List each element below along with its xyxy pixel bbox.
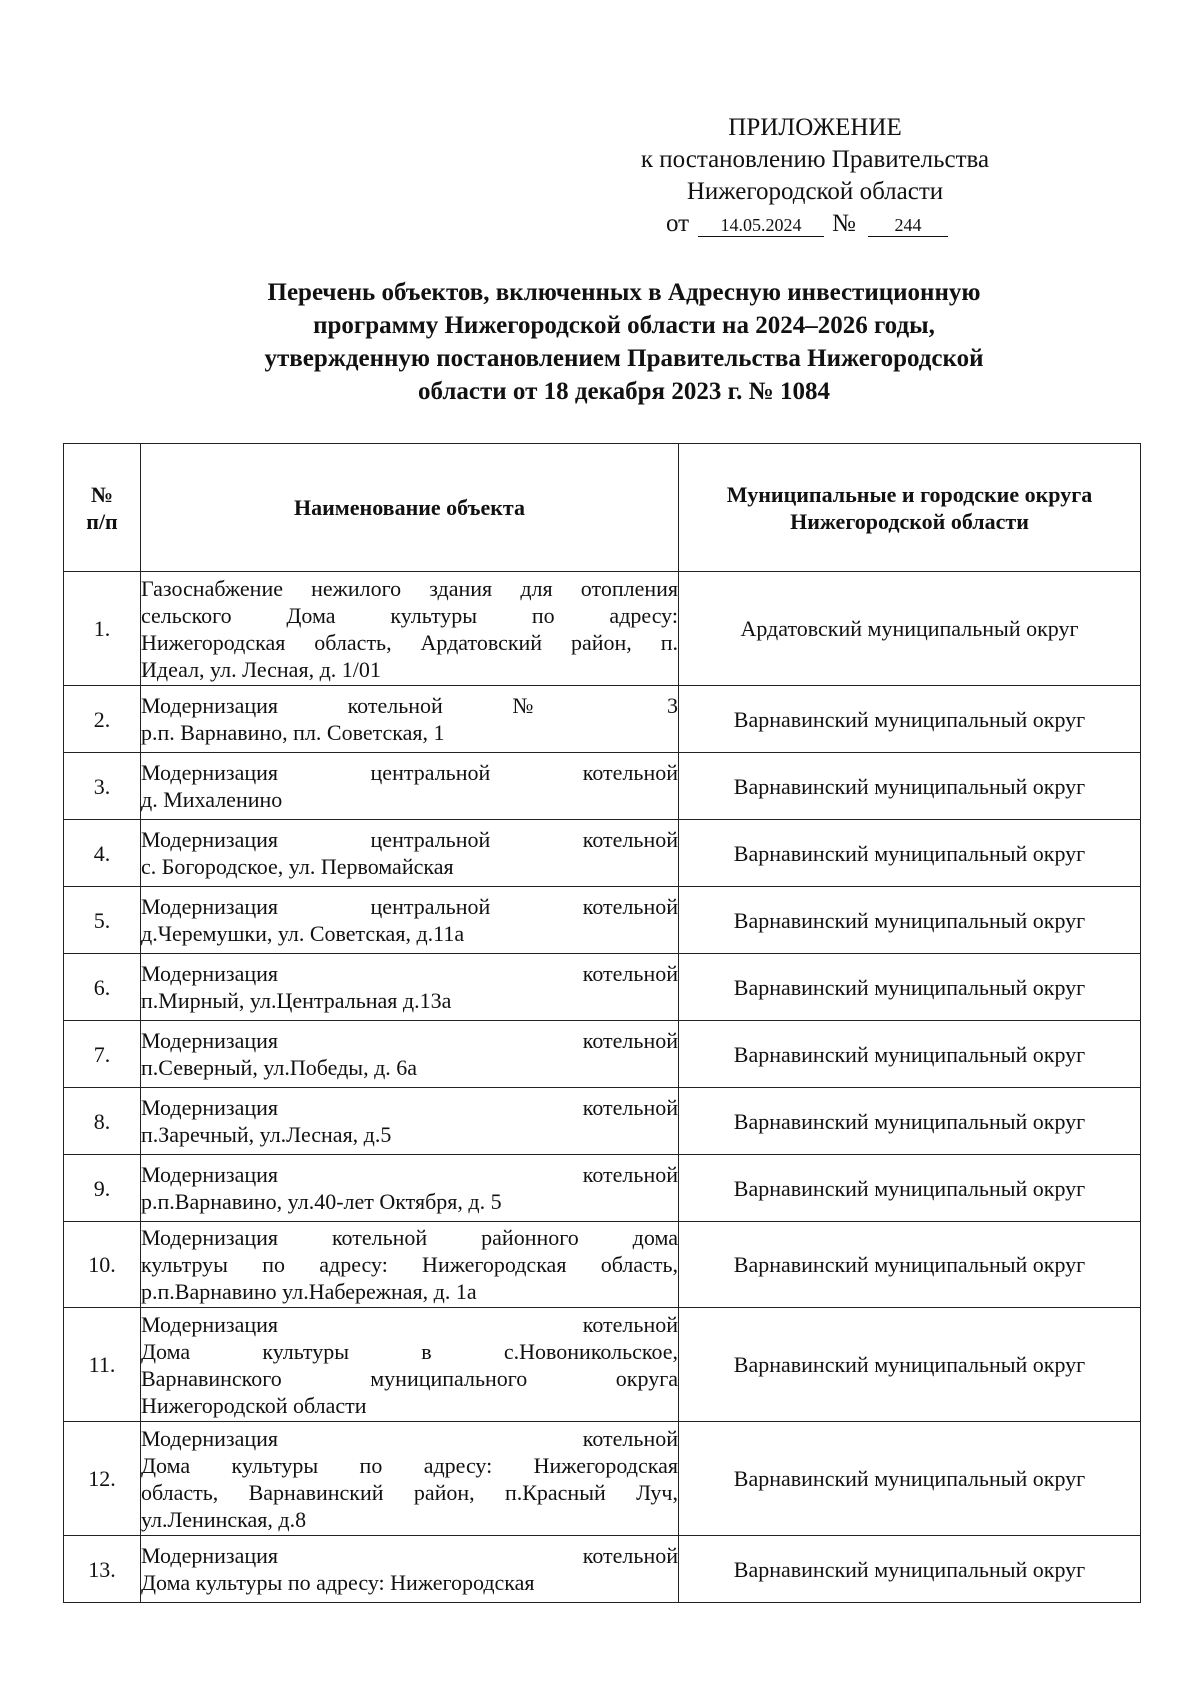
header-num [64,444,141,572]
object-name-line: р.п.Варнавино ул.Набережная, д. 1а [141,1279,477,1304]
district-name: Варнавинский муниципальный округ [679,1536,1141,1603]
district-name: Варнавинский муниципальный округ [679,1088,1141,1155]
table-row [64,572,1141,686]
order-date: 14.05.2024 [698,214,824,237]
objects-table [63,443,1141,1603]
table-row [64,1021,1141,1088]
table-row [64,1422,1141,1536]
row-number: 1. [64,572,141,686]
district-name: Варнавинский муниципальный округ [679,820,1141,887]
table-row [64,1088,1141,1155]
appendix-line-2: к постановлению Правительства [640,146,990,173]
object-name-line: п.Заречный, ул.Лесная, д.5 [141,1122,392,1147]
district-name: Варнавинский муниципальный округ [679,1021,1141,1088]
object-name-line: область, Варнавинский район, п.Красный Луч, [141,1479,678,1505]
object-name [141,686,679,753]
object-name-line: Дома культуры по адресу: Нижегородская [141,1570,535,1595]
title-line: Перечень объектов, включенных в Адресную инвестиционную [267,279,981,306]
object-name-line: Варнавинского муниципального округа [141,1365,678,1391]
row-number: 5. [64,887,141,954]
district-name: Варнавинский муниципальный округ [679,1308,1141,1422]
table-row [64,1536,1141,1603]
row-number: 7. [64,1021,141,1088]
title-line: области от 18 декабря 2023 г. № 1084 [418,378,830,405]
order-line [580,208,1050,240]
object-name [141,1021,679,1088]
object-name-line: Модернизация центральной котельной [141,760,678,785]
object-name-line: п.Северный, ул.Победы, д. 6а [141,1055,418,1080]
object-name-line: Модернизация котельной [141,1162,678,1187]
appendix-heading: ПРИЛОЖЕНИЕ [728,114,902,141]
object-name-line: р.п. Варнавино, пл. Советская, 1 [141,720,445,745]
object-name-line: Дома культуры по адресу: Нижегородская [141,1452,678,1478]
object-name-line: Газоснабжение нежилого здания для отопления [141,575,678,601]
object-name-line: Модернизация котельной [141,1311,678,1337]
object-name-line: культруы по адресу: Нижегородская область, [141,1252,678,1277]
row-number: 3. [64,753,141,820]
header-num-line: № [90,481,114,507]
table-row [64,820,1141,887]
object-name-line: п.Мирный, ул.Центральная д.13а [141,988,452,1013]
order-number: 244 [868,214,948,237]
object-name [141,887,679,954]
object-name-line: р.п.Варнавино, ул.40-лет Октября, д. 5 [141,1189,502,1214]
object-name-line: Модернизация котельной районного дома [141,1225,678,1250]
object-name [141,820,679,887]
table-row [64,887,1141,954]
row-number: 8. [64,1088,141,1155]
row-number: 4. [64,820,141,887]
object-name-line: с. Богородское, ул. Первомайская [141,854,454,879]
object-name-line: Идеал, ул. Лесная, д. 1/01 [141,656,381,682]
row-number: 13. [64,1536,141,1603]
appendix-block [580,112,1050,240]
district-name: Варнавинский муниципальный округ [679,1422,1141,1536]
object-name [141,1536,679,1603]
object-name-line: Дома культуры в с.Новоникольское, [141,1338,678,1364]
district-name: Варнавинский муниципальный округ [679,1222,1141,1308]
row-number: 11. [64,1308,141,1422]
object-name-line: Модернизация котельной [141,1028,678,1053]
district-name: Варнавинский муниципальный округ [679,686,1141,753]
header-name: Наименование объекта [141,444,679,572]
object-name-line: Модернизация котельной [141,1095,678,1120]
object-name-line: д. Михаленино [141,787,283,812]
district-name: Варнавинский муниципальный округ [679,954,1141,1021]
object-name-line: Модернизация котельной [141,1543,678,1568]
row-number: 12. [64,1422,141,1536]
object-name-line: Модернизация котельной № 3 [141,693,678,718]
object-name [141,1308,679,1422]
from-label: от [666,210,690,237]
title-line: утвержденную постановлением Правительства Нижегородской [264,345,984,372]
table-row [64,686,1141,753]
district-name: Варнавинский муниципальный округ [679,887,1141,954]
appendix-line-3: Нижегородской области [686,178,944,205]
object-name [141,1155,679,1222]
header-district-line: Муниципальные и городские округа [726,481,1093,507]
object-name [141,1088,679,1155]
district-name: Варнавинский муниципальный округ [679,753,1141,820]
object-name-line: д.Черемушки, ул. Советская, д.11а [141,921,465,946]
object-name-line: Модернизация котельной [141,1425,678,1451]
object-name-line: ул.Ленинская, д.8 [141,1506,307,1532]
header-district [679,444,1141,572]
table-row [64,1155,1141,1222]
number-label: № [832,210,856,237]
header-district-line: Нижегородской области [790,508,1029,534]
row-number: 9. [64,1155,141,1222]
object-name [141,954,679,1021]
object-name-line: Нижегородская область, Ардатовский район, п. [141,629,678,655]
object-name [141,1222,679,1308]
object-name [141,753,679,820]
row-number: 6. [64,954,141,1021]
district-name: Варнавинский муниципальный округ [679,1155,1141,1222]
district-name: Ардатовский муниципальный округ [679,572,1141,686]
object-name-line: Модернизация котельной [141,961,678,986]
row-number: 2. [64,686,141,753]
table-row [64,1222,1141,1308]
title-line: программу Нижегородской области на 2024–2026 годы, [313,312,935,339]
object-name-line: Модернизация центральной котельной [141,827,678,852]
object-name-line: Модернизация центральной котельной [141,894,678,919]
table-row [64,954,1141,1021]
header-num-line: п/п [86,508,118,534]
object-name-line: Нижегородской области [141,1392,367,1418]
object-name [141,572,679,686]
object-name-line: сельского Дома культуры по адресу: [141,602,678,628]
table-row [64,753,1141,820]
table-row [64,1308,1141,1422]
document-title [120,276,1128,408]
table-header-row [64,444,1141,572]
row-number: 10. [64,1222,141,1308]
object-name [141,1422,679,1536]
